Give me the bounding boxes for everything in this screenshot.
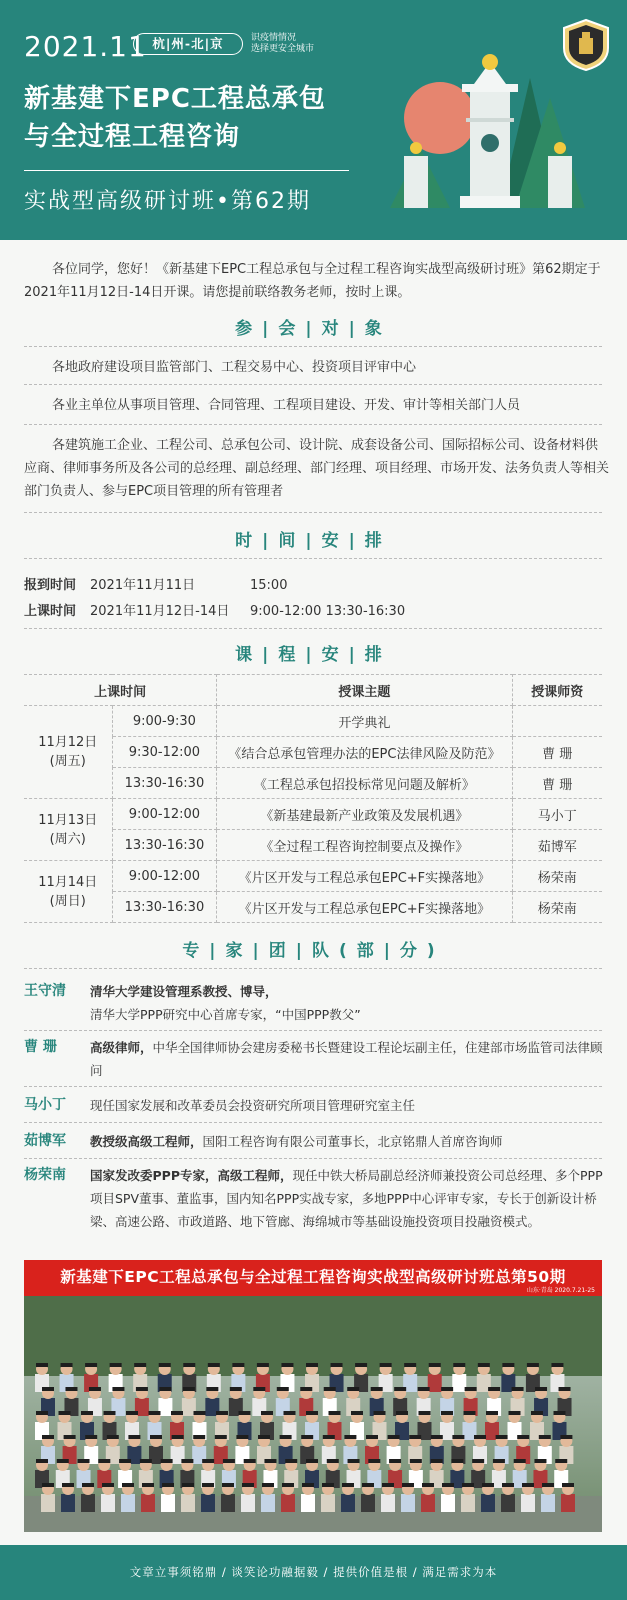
audience-item: 各业主单位从事项目管理、合同管理、工程项目建设、开发、审计等相关部门人员 — [52, 398, 521, 413]
footer-slogan: 文章立事须铭鼎 / 谈笑论功融据毅 / 提供价值是根 / 满足需求为本 — [0, 1545, 627, 1600]
table-row: 11月14日 (周日) 9:00-12:00 《片区开发与工程总承包EPC+F实操落地》 杨荣南 — [24, 861, 602, 892]
photo-title: 新基建下EPC工程总承包与全过程工程咨询实战型高级研讨班总第50期 — [24, 1260, 602, 1296]
expert-name: 杨荣南 — [24, 1167, 66, 1183]
experts-heading: 专|家|团|队(部|分) — [182, 941, 445, 961]
table-row: 11月12日 (周五) 9:00-9:30 开学典礼 — [24, 706, 602, 737]
divider — [24, 1086, 602, 1087]
header-divider — [24, 170, 349, 171]
checkin-row: 报到时间 2021年11月11日 15:00 — [24, 578, 288, 593]
class-time-row: 上课时间 2021年11月12日-14日 9:00-12:00 13:30-16:30 — [24, 604, 406, 619]
divider — [24, 424, 602, 425]
table-row: 9:30-12:00 《结合总承包管理办法的EPC法律风险及防范》 曹 珊 — [24, 737, 602, 768]
audience-item: 各地政府建设项目监管部门、工程交易中心、投资项目评审中心 — [52, 360, 417, 375]
divider — [24, 346, 602, 347]
table-row: 13:30-16:30 《片区开发与工程总承包EPC+F实操落地》 杨荣南 — [24, 892, 602, 923]
header-banner — [0, 0, 627, 240]
schedule-heading: 时|间|安|排 — [235, 531, 392, 551]
table-row: 13:30-16:30 《全过程工程咨询控制要点及操作》 茹博军 — [24, 830, 602, 861]
page-title: 新基建下EPC工程总承包 与全过程工程咨询 — [24, 84, 326, 152]
event-year: 2021.11 — [24, 30, 147, 63]
photo-caption: 山东·青岛 2020.7.21-25 — [526, 1287, 595, 1294]
expert-name: 王守清 — [24, 983, 66, 999]
table-row: 13:30-16:30 《工程总承包招投标常见问题及解析》 曹 珊 — [24, 768, 602, 799]
divider — [24, 1158, 602, 1159]
table-row: 11月13日 (周六) 9:00-12:00 《新基建最新产业政策及发展机遇》 马小丁 — [24, 799, 602, 830]
group-photo — [24, 1296, 602, 1532]
divider — [24, 1122, 602, 1123]
course-heading: 课|程|安|排 — [235, 645, 392, 665]
audience-heading: 参|会|对|象 — [235, 319, 392, 339]
divider — [24, 384, 602, 385]
course-table — [24, 674, 602, 923]
divider — [24, 558, 602, 559]
divider — [24, 968, 602, 969]
divider — [24, 512, 602, 513]
pagoda-illustration — [390, 38, 590, 218]
intro-paragraph: 各位同学，您好！《新基建下EPC工程总承包与全过程工程咨询实战型高级研讨班》第62期定于2021年11月12日-14日开课。请您提前联络教务老师，按时上课。 — [24, 262, 601, 300]
divider — [24, 628, 602, 629]
page-subtitle: 实战型高级研讨班•第62期 — [24, 189, 311, 214]
day-cell: 11月12日 (周五) — [24, 706, 112, 799]
table-header-row: 上课时间 授课主题 授课师资 — [24, 675, 602, 706]
divider — [24, 1030, 602, 1031]
day-cell: 11月14日 (周日) — [24, 861, 112, 923]
expert-name: 马小丁 — [24, 1097, 66, 1113]
day-cell: 11月13日 (周六) — [24, 799, 112, 861]
expert-name: 茹博军 — [24, 1133, 66, 1149]
expert-name: 曹 珊 — [24, 1039, 57, 1055]
cities-badge: 杭|州-北|京 — [133, 33, 243, 55]
audience-item: 各建筑施工企业、工程公司、总承包公司、设计院、成套设备公司、国际招标公司、设备材料供应商、律师事务所及各公司的总经理、副总经理、部门经理、项目经理、市场开发、法务负责人等相关部门负责人、参与EPC项目管理的所有管理者 — [24, 438, 610, 499]
header-slogan: 识疫情情况 选择更安全城市 — [251, 33, 315, 54]
